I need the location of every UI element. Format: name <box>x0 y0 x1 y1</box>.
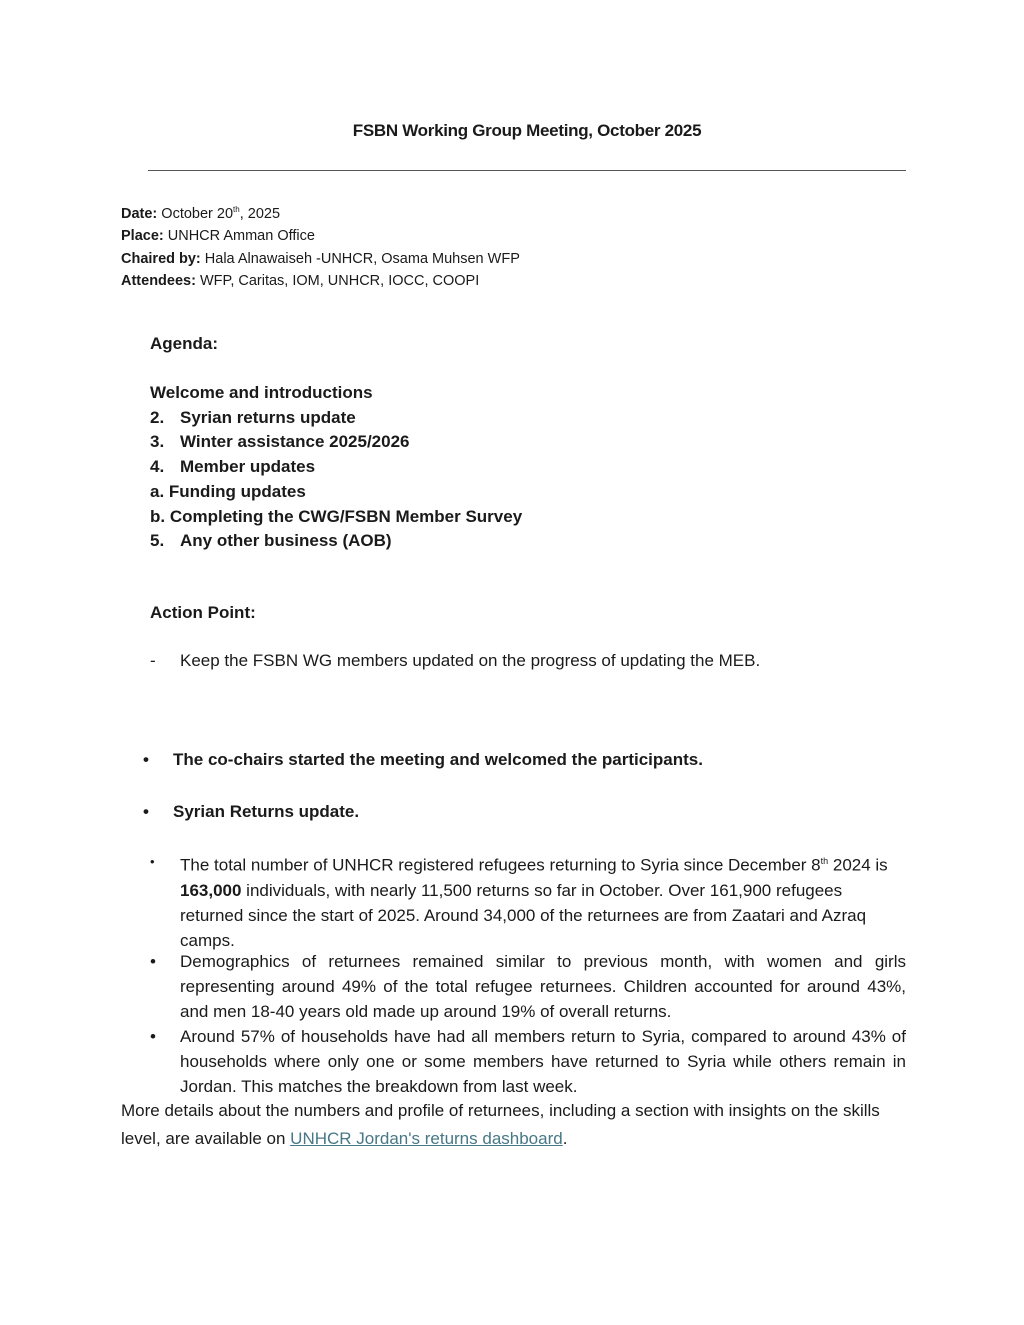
agenda-item <box>150 505 522 530</box>
agenda-item-text: Any other business (AOB) <box>180 531 392 551</box>
text-segment: The total number of UNHCR registered refugees returning to Syria since December 8 <box>180 855 821 875</box>
date-year: , 2025 <box>239 205 281 222</box>
attendees-label: Attendees: <box>121 273 196 290</box>
returns-point-text: Around 57% of households have had all members return to Syria, compared to around 43% of households where only one or some members have returned to Syria while others remain in Jordan. This matches the breakdown from last week. <box>180 1027 906 1096</box>
place-value: UNHCR Amman Office <box>167 228 315 245</box>
date-ordinal: th <box>233 205 240 214</box>
chaired-label: Chaired by: <box>121 250 201 267</box>
meeting-meta <box>121 199 520 293</box>
section-bullet-welcome <box>143 750 703 770</box>
returns-dashboard-link[interactable]: UNHCR Jordan's returns dashboard <box>290 1129 563 1148</box>
bullet-icon: • <box>143 750 149 769</box>
returns-point-text: Demographics of returnees remained similar to previous month, with women and girls representing around 49% of the total refugee returnees. Children accounted for around 43%, and men 18-40 years old made up around 19% of overall returns. <box>180 952 906 1021</box>
section-text: Syrian Returns update. <box>173 802 360 821</box>
returns-point-text <box>180 849 906 953</box>
agenda-heading: Agenda: <box>150 334 218 353</box>
text-segment: individuals, with nearly 11,500 returns so far in October. Over 161,900 refugees returned since the start of 2025. Around 34,000 of the returnees are from Zaatari and Azraq camps. <box>180 880 867 950</box>
footer-text-end: . <box>562 1129 568 1148</box>
agenda-item <box>150 480 522 505</box>
agenda-item-text: a. Funding updates <box>150 481 306 501</box>
meta-attendees <box>121 270 520 293</box>
section-text: The co-chairs started the meeting and welcomed the participants. <box>173 750 703 769</box>
bullet-icon: • <box>143 802 149 821</box>
agenda-item <box>150 406 522 431</box>
section-bullet-returns <box>143 802 359 822</box>
agenda-item <box>150 455 522 480</box>
document-title: FSBN Working Group Meeting, October 2025 <box>352 121 702 140</box>
date-label: Date: <box>121 205 158 222</box>
agenda-list <box>150 381 522 554</box>
agenda-item <box>150 430 522 455</box>
footer-text: More details about the numbers and profile of returnees, including a section with insights on the skills level, are available on <box>121 1101 880 1148</box>
text-segment: 2024 is <box>828 855 888 875</box>
bullet-icon: • <box>150 854 155 869</box>
footer-paragraph <box>121 1097 911 1153</box>
bullet-icon: • <box>150 952 156 971</box>
agenda-item-text: b. Completing the CWG/FSBN Member Survey <box>150 506 523 526</box>
meta-date <box>121 199 520 225</box>
title-divider <box>148 170 906 171</box>
dash-marker: - <box>150 651 156 670</box>
returns-point-total <box>150 849 906 953</box>
returns-point-demographics <box>150 949 906 1024</box>
meta-place <box>121 225 520 248</box>
agenda-item-number: 2. <box>150 407 165 427</box>
returns-point-households <box>150 1024 906 1099</box>
date-value <box>161 206 280 222</box>
agenda-item-number: 4. <box>150 457 165 477</box>
action-point-item <box>150 651 760 671</box>
date-value-main: October 20 <box>161 205 234 222</box>
agenda-item-text: Winter assistance 2025/2026 <box>180 432 410 452</box>
agenda-item-text: Member updates <box>180 457 316 477</box>
action-point-heading: Action Point: <box>150 603 256 622</box>
agenda-item-text: Syrian returns update <box>180 407 356 427</box>
place-label: Place: <box>121 228 164 245</box>
agenda-item-number: 5. <box>150 531 165 551</box>
total-returns-figure: 163,000 <box>180 880 242 900</box>
attendees-value: WFP, Caritas, IOM, UNHCR, IOCC, COOPI <box>199 273 480 290</box>
agenda-item <box>150 381 522 406</box>
bullet-icon: • <box>150 1027 156 1046</box>
meta-chaired <box>121 248 520 271</box>
ordinal-suffix: th <box>820 856 829 866</box>
chaired-value: Hala Alnawaiseh -UNHCR, Osama Muhsen WFP <box>204 250 520 267</box>
agenda-item <box>150 529 522 554</box>
agenda-item-number: 3. <box>150 432 165 452</box>
agenda-item-text: Welcome and introductions <box>150 383 373 402</box>
action-point-text: Keep the FSBN WG members updated on the progress of updating the MEB. <box>180 651 761 670</box>
